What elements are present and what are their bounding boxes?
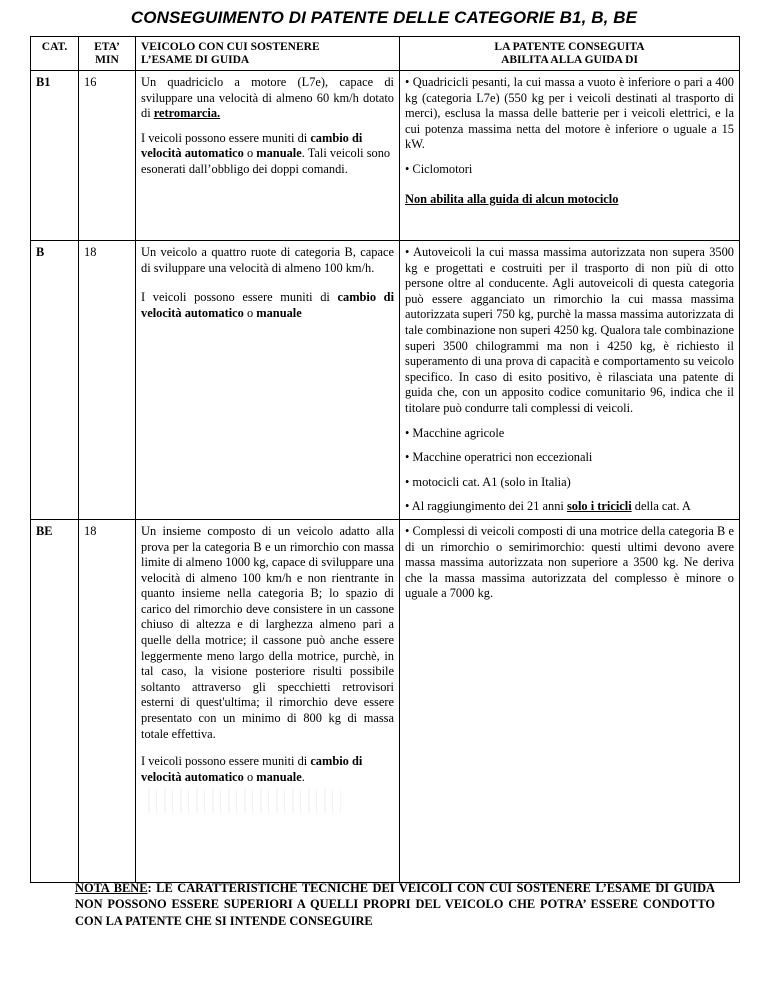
note-bene: NOTA BENE: LE CARATTERISTICHE TECNICHE DEI VEICOLI CON CUI SOSTENERE L’ESAME DI GUIDA NON POSSONO ESSERE SUPERIORI A QUELLI PROPRI DEL VEICOLO CHE POTRA’ ESSERE CONDOTTO CON LA PATENTE CHE SI INTENDE CONSEGUIRE (75, 881, 715, 928)
age-cell: 18 (79, 241, 136, 520)
header-category: CAT. (31, 37, 79, 71)
table-row-b (31, 241, 740, 520)
table-row-be (31, 519, 740, 882)
exam-vehicle-cell: Un insieme composto di un veicolo adatto alla prova per la categoria B e un rimorchio con massa limite di almeno 1000 kg, capace di sviluppare una velocità di almeno 100 km/h e non rientrante in quanto insieme nella categoria B; lo spazio di carico del rimorchio deve consistere in un cassone chiuso di altezza e di larghezza almeno pari a quelle della motrice; il cassone può anche essere leggermente meno largo della motrice, purchè, in tal caso, la visione posteriore risulti possibile soltanto attraverso gli specchietti retrovisori esterni di quest'ultima; il rimorchio deve essere presentato con un minimo di 800 kg di massa totale effettiva. I veicoli possono essere muniti di cambio di velocità automatico o manuale. (136, 519, 400, 882)
age-cell: 18 (79, 519, 136, 882)
exam-vehicle-cell: Un quadriciclo a motore (L7e), capace di sviluppare una velocità di almeno 60 km/h dotato di retromarcia. I veicoli possono essere muniti di cambio di velocità automatico o manuale. Tali veicoli sono esonerati dall’obbligo dei doppi comandi. (136, 71, 400, 241)
license-enables-cell: • Complessi di veicoli composti di una motrice della categoria B e di un rimorchio o semirimorchio: questi ultimi devono avere massa massima autorizzata non superiore a 3500 kg. Ne deriva che la massa massima autorizzata del complesso è minore o uguale a 7000 kg. (400, 519, 740, 882)
document-title: CONSEGUIMENTO DI PATENTE DELLE CATEGORIE B1, B, BE (130, 8, 638, 27)
header-license-enables: LA PATENTE CONSEGUITA ABILITA ALLA GUIDA DI (400, 37, 740, 71)
license-enables-cell: • Autoveicoli la cui massa massima autorizzata non supera 3500 kg e progettati e costruiti per il trasporto di non più di otto persone oltre al conducente. Agli autoveicoli di questa categoria può essere agganciato un rimorchio la cui massa massima autorizzata superi 750 kg, purchè la massa massima autorizzata di tale combinazione non superi 4250 kg. Qualora tale combinazione superi 3500 chilogrammi ma non i 4250 kg, è richiesto il superamento di una prova di capacità e comportamento su veicolo specifico. In caso di esito positivo, è rilasciata una patente di guida che, con un apposito codice comunitario 96, indica che il titolare può condurre tali complessi di veicoli. • Macchine agricole • Macchine operatrici non eccezionali • motocicli cat. A1 (solo in Italia) • Al raggiungimento dei 21 anni solo i tricicli della cat. A (400, 241, 740, 520)
license-table (30, 36, 740, 883)
age-cell: 16 (79, 71, 136, 241)
category-cell: B1 (31, 71, 79, 241)
exam-vehicle-cell: Un veicolo a quattro ruote di categoria B, capace di sviluppare una velocità di almeno 100 km/h. I veicoli possono essere muniti di cambio di velocità automatico o manuale (136, 241, 400, 520)
header-min-age: ETA’ MIN (79, 37, 136, 71)
category-cell: B (31, 241, 79, 520)
header-row (31, 37, 740, 71)
category-cell: BE (31, 519, 79, 882)
table-row-b1 (31, 71, 740, 241)
faded-text-artifact (141, 789, 341, 813)
header-exam-vehicle: VEICOLO CON CUI SOSTENERE L’ESAME DI GUIDA (136, 37, 400, 71)
license-enables-cell: • Quadricicli pesanti, la cui massa a vuoto è inferiore o pari a 400 kg (categoria L7e) (550 kg per i veicoli destinati al trasporto di merci), esclusa la massa delle batterie per i veicoli elettrici, e la cui potenza massima netta del motore è inferiore o uguale a 15 kW. • Ciclomotori Non abilita alla guida di alcun motociclo (400, 71, 740, 241)
